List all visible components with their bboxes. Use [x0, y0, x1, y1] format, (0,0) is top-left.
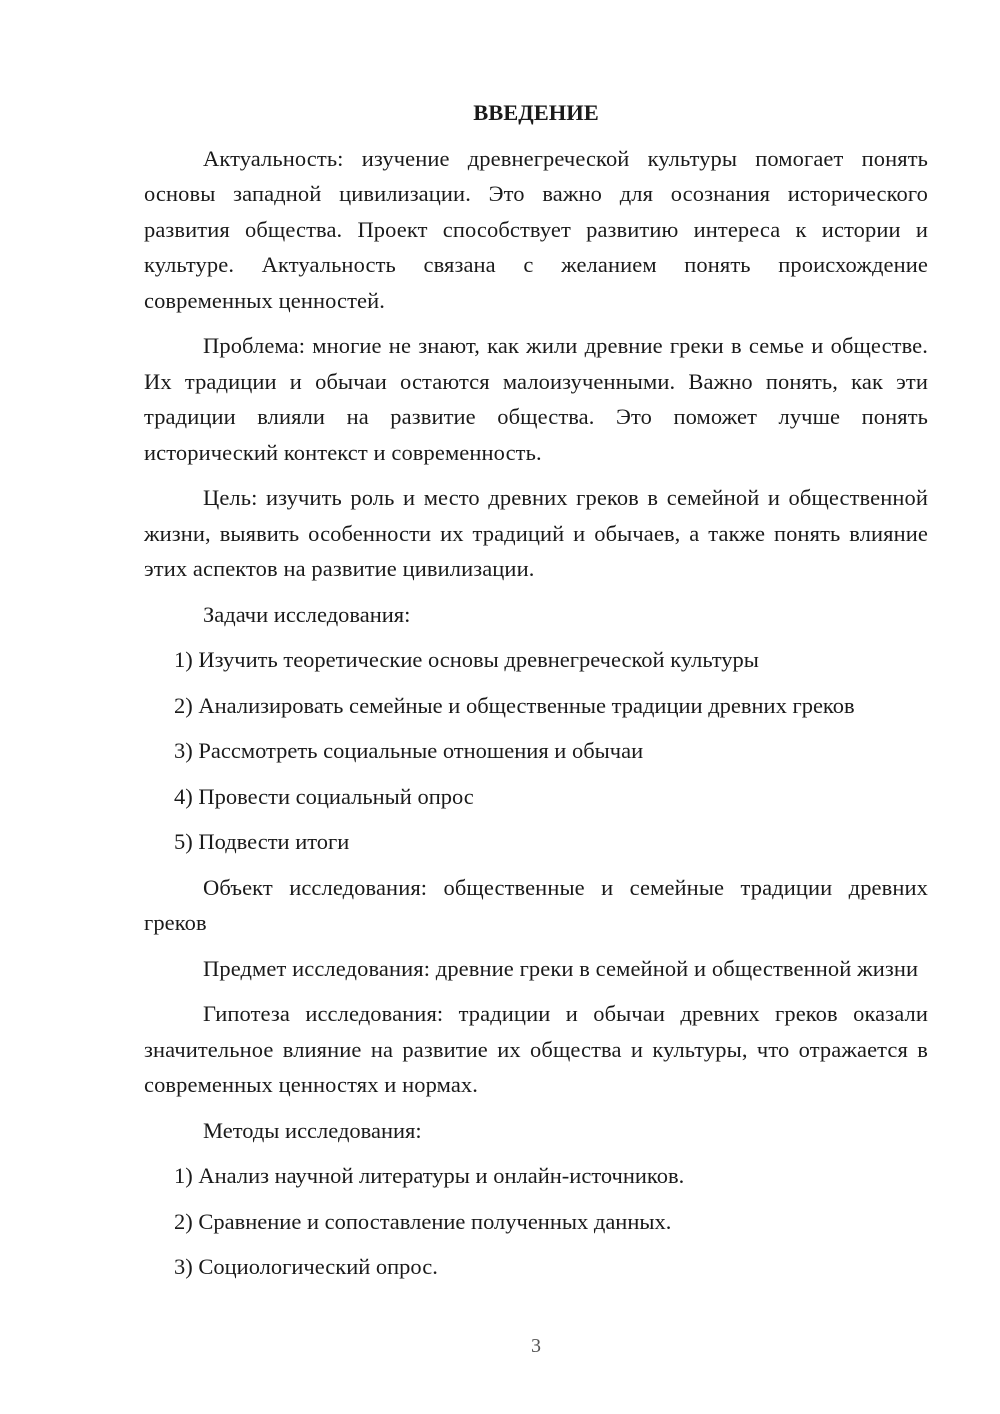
method-item-1: 1) Анализ научной литературы и онлайн-источников. — [174, 1163, 685, 1188]
problem-paragraph: Проблема: многие не знают, как жили древние греки в семье и обществе. Их традиции и обычаи остаются малоизученными. Важно понять, как эти традиции влияли на развитие общества. Это поможет лучше понять исторический контекст и современность. — [144, 333, 928, 465]
task-item-1: 1) Изучить теоретические основы древнегреческой культуры — [174, 647, 759, 672]
hypothesis-paragraph: Гипотеза исследования: традиции и обычаи древних греков оказали значительное влияние на развитие их общества и культуры, что отражается в современных ценностях и нормах. — [144, 1001, 928, 1097]
methods-title: Методы исследования: — [203, 1117, 422, 1143]
relevance-paragraph: Актуальность: изучение древнегреческой культуры помогает понять основы западной цивилизации. Это важно для осознания исторического развития общества. Проект способствует развитию интереса к истории и культуре. Актуальность связана с желанием понять происхождение современных ценностей. — [144, 145, 928, 313]
page-number: 3 — [531, 1335, 541, 1357]
goal-paragraph: Цель: изучить роль и место древних греков в семейной и общественной жизни, выявить особенности их традиций и обычаев, а также понять влияние этих аспектов на развитие цивилизации. — [144, 485, 928, 581]
task-item-3: 3) Рассмотреть социальные отношения и обычаи — [174, 738, 644, 763]
page-content — [144, 95, 928, 1295]
task-item-5: 5) Подвести итоги — [174, 829, 350, 854]
task-item-4: 4) Провести социальный опрос — [174, 783, 474, 809]
page-title: ВВЕДЕНИЕ — [473, 100, 599, 125]
method-item-3: 3) Социологический опрос. — [174, 1254, 438, 1279]
task-item-2: 2) Анализировать семейные и общественные традиции древних греков — [174, 692, 855, 718]
method-item-2: 2) Сравнение и сопоставление полученных данных. — [174, 1208, 672, 1234]
subject-paragraph: Предмет исследования: древние греки в семейной и общественной жизни — [203, 955, 919, 981]
tasks-title: Задачи исследования: — [203, 601, 411, 627]
object-paragraph: Объект исследования: общественные и семейные традиции древних греков — [144, 874, 928, 935]
